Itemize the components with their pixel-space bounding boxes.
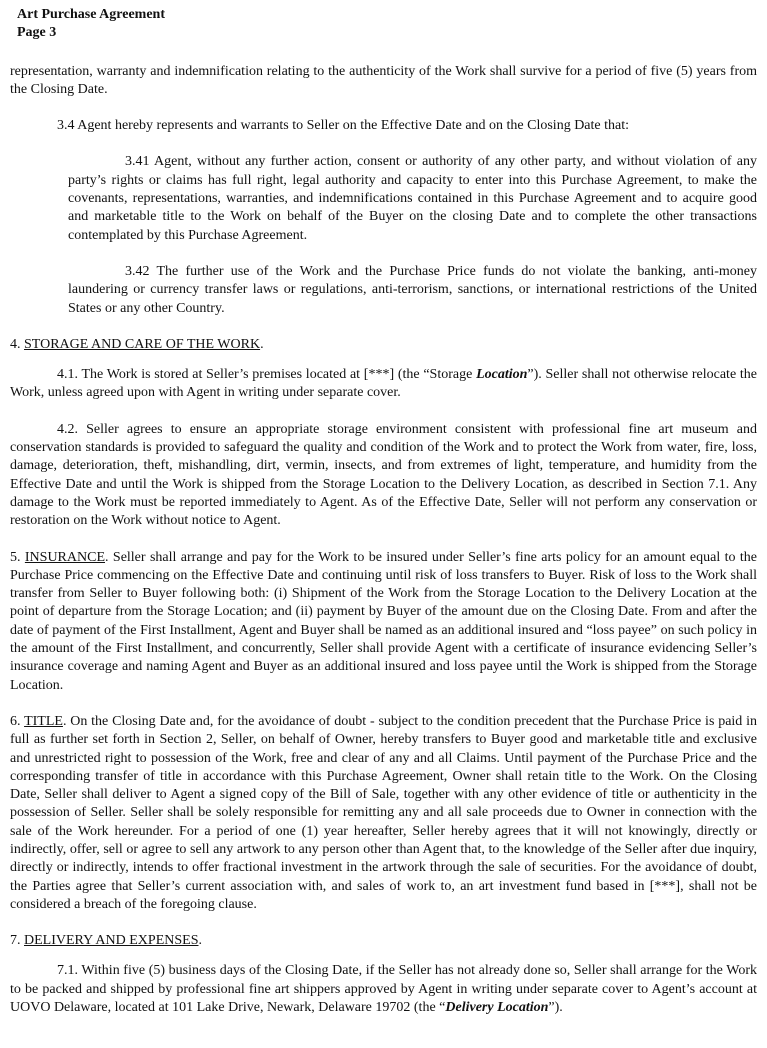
clause-3-4: 3.4 Agent hereby represents and warrants to Seller on the Effective Date and on the Closing Date that: [57, 118, 630, 134]
section-6-paragraph [10, 713, 757, 914]
clause-7-1 [10, 962, 757, 1017]
section-7-number: 7. [10, 933, 24, 949]
clause-4-2: 4.2. Seller agrees to ensure an appropriate storage environment consistent with professional fine art museum and conservation standards is provided to safeguard the quality and condition of the Work and to protect the Work from water, fire, loss, damage, deterioration, theft, mishandling, dirt, vermin, insects, and from extremes of light, temperature, and humidity from the Effective Date and until the Work is shipped from the Storage Location to the Delivery Location, as described in Section 7.1. Any damage to the Work must be reported immediately to Agent. As of the Effective Date, Seller will not perform any conservation or restoration on the Work without notice to Agent. [10, 421, 757, 529]
section-5-paragraph [10, 549, 757, 695]
section-7-period: . [198, 933, 202, 949]
section-4-heading [10, 336, 757, 354]
clause-7-1-text-end: ”). [548, 1000, 563, 1016]
clause-4-1 [10, 366, 757, 403]
page-number: Page 3 [17, 25, 57, 41]
clause-3-42: 3.42 The further use of the Work and the Purchase Price funds do not violate the banking, anti-money laundering or currency transfer laws or regulations, anti-terrorism, sanctions, or international restrictions of the United States or any other Country. [68, 263, 757, 316]
section-5-text: . Seller shall arrange and pay for the Work to be insured under Seller’s fine arts policy for an amount equal to the Purchase Price commencing on the Effective Date and continuing until risk of loss transfers to Buyer. Risk of loss to the Work shall transfer from Seller to Buyer following both: (i) Shipment of the Work from the Storage Location to the Delivery Location at the point of departure from the Storage Location; and (ii) payment by Buyer of the amount due on the Closing Date. From and after the date of payment of the First Installment, Agent and Buyer shall be named as an additional insured and “loss payee” on such policy in the amount of the First Installment, and concurrently, Seller shall provide Agent with a certificate of insurance evidencing Seller’s insurance coverage and naming Agent and Buyer as an additional insured and loss payee until the Work is shipped from the Storage Location. [10, 549, 757, 693]
section-6-number: 6. [10, 713, 25, 729]
storage-location-term: Location [476, 367, 528, 383]
clause-3-41: 3.41 Agent, without any further action, consent or authority of any other party, and without violation of any party’s rights or claims has full right, legal authority and capacity to enter into this Purchase Agreement, to make the covenants, representations, warranties, and indemnifications contained in this Purchase Agreement and to acquire good and marketable title to the Work on behalf of the Buyer on the closing Date and to complete the other transactions contemplated by this Purchase Agreement. [68, 154, 757, 243]
document-title: Art Purchase Agreement [17, 7, 165, 22]
document-header [10, 6, 757, 43]
clause-4-1-text: 4.1. The Work is stored at Seller’s premises located at [***] (the “Storage [57, 367, 477, 383]
clause-7-1-text: 7.1. Within five (5) business days of the Closing Date, if the Seller has not already done so, Seller shall arrange for the Work to be packed and shipped by professional fine art shippers approved by Agent in writing under separate cover to Agent’s account at UOVO Delaware, located at 101 Lake Drive, Newark, Delaware 19702 (the “ [10, 963, 757, 1016]
section-4-period: . [260, 336, 264, 352]
paragraph-carryover: representation, warranty and indemnification relating to the authenticity of the Work shall survive for a period of five (5) years from the Closing Date. [10, 63, 757, 97]
section-6-text: . On the Closing Date and, for the avoidance of doubt - subject to the condition precedent that the Purchase Price is paid in full as further set forth in Section 2, Seller, on behalf of Owner, hereby transfers to Buyer good and marketable title and exclusive and unrestricted right to possession of the Work, free and clear of any and all Claims. Until payment of the Purchase Price and the corresponding transfer of title in accordance with this Purchase Agreement, Owner shall retain title to the Work. On the Closing Date, Seller shall deliver to Agent a signed copy of the Bill of Sale, together with any other evidence of title or authenticity in the possession of Seller. Seller shall be solely responsible for remitting any and all sale proceeds due to Owner in connection with the sale of the Work hereunder. For a period of one (1) year hereafter, Seller hereby agrees that it will not knowingly, directly or indirectly, offer, sell or agree to sell any artwork to any person other than Agent that, to the knowledge of the Seller after due inquiry, directly or indirectly, intends to offer fractional investment in the artwork through the sale of securities. For the avoidance of doubt, the Parties agree that Seller’s current association with, and sales of work to, an art investment fund based in [***], shall not be considered a breach of the foregoing clause. [10, 713, 757, 912]
section-7-title: DELIVERY AND EXPENSES [24, 933, 199, 949]
section-5-title: INSURANCE [24, 549, 106, 565]
delivery-location-term: Delivery Location [445, 1000, 549, 1016]
section-4-number: 4. [10, 336, 24, 352]
section-7-heading [10, 932, 757, 950]
section-6-title: TITLE [24, 713, 63, 729]
clause-4-1-text-end: ”). Seller shall not otherwise relocate the Work, unless agreed upon with Agent in writing under separate cover. [10, 367, 757, 401]
section-5-number: 5. [10, 549, 25, 565]
section-4-title: STORAGE AND CARE OF THE WORK [24, 336, 261, 352]
